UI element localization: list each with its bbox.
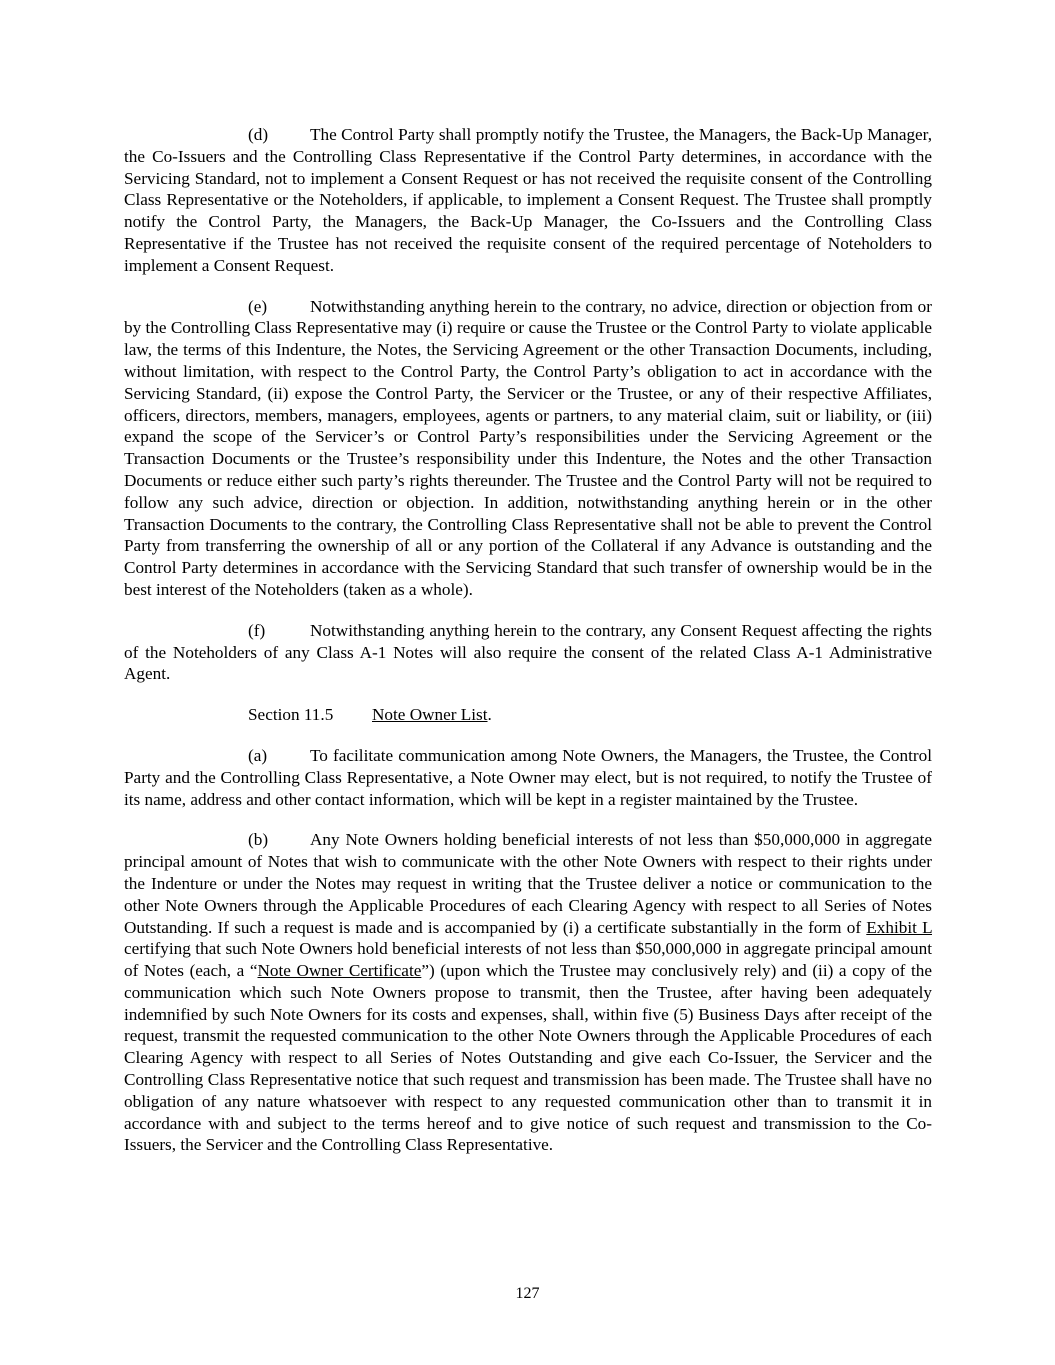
paragraph-label: (a)	[248, 745, 268, 765]
paragraph-label: (b)	[248, 830, 269, 850]
section-number: Section 11.5	[248, 705, 334, 725]
section-title: Note Owner List	[372, 705, 488, 725]
paragraph-label: (e)	[248, 296, 268, 316]
paragraph-text: Notwithstanding anything herein to the contrary, any Consent Request affecting the rights of the Noteholders of any Class A-1 Notes will also require the consent of the related Class A-1 Administrative Agent.	[124, 620, 932, 684]
defined-term: Note Owner Certificate	[257, 961, 422, 981]
paragraph-d	[124, 124, 932, 277]
paragraph-text: The Control Party shall promptly notify the Trustee, the Managers, the Back-Up Manager, the Co-Issuers and the Controlling Class Representative if the Control Party determines, in accordance with the Servicing Standard, not to implement a Consent Request or has not received the requisite consent of the Controlling Class Representative or the Noteholders, if applicable, to implement a Consent Request. The Trustee shall promptly notify the Control Party, the Managers, the Back-Up Manager, the Co-Issuers and the Controlling Class Representative if the Trustee has not received the requisite consent of the required percentage of Noteholders to implement a Consent Request.	[124, 125, 932, 275]
page-number: 127	[515, 1285, 540, 1302]
paragraph-label: (d)	[248, 125, 269, 144]
paragraph-text-part3: ”) (upon which the Trustee may conclusively rely) and (ii) a copy of the communication which such Note Owners propose to transmit, then the Trustee, after having been adequately indemnified by such Note Owners for its costs and expenses, shall, within five (5) Business Days after receipt of the request, transmit the requested communication to the other Note Owners through the Applicable Procedures of each Clearing Agency with respect to all Series of Notes Outstanding and give each Co-Issuer, the Servicer and the Controlling Class Representative notice that such request and transmission has been made. The Trustee shall have no obligation of any nature whatsoever with respect to any requested communication other than to transmit it in accordance with and subject to the terms hereof and to give notice of such request and transmission to the Co-Issuers, the Servicer and the Controlling Class Representative.	[124, 961, 932, 1155]
paragraph-text-part2: certifying that such Note Owners hold beneficial interests of not less than $50,000,000 in aggregate principal amount of Notes (each, a “	[124, 939, 932, 981]
paragraph-text: To facilitate communication among Note Owners, the Managers, the Trustee, the Control Party and the Controlling Class Representative, a Note Owner may elect, but is not required, to notify the Trustee of its name, address and other contact information, which will be kept in a register maintained by the Trustee.	[124, 745, 932, 809]
document-page	[124, 124, 932, 1175]
paragraph-f	[124, 620, 932, 685]
paragraph-e	[124, 296, 932, 601]
paragraph-text: Notwithstanding anything herein to the contrary, no advice, direction or objection from or by the Controlling Class Representative may (i) require or cause the Trustee or the Control Party to violate applicable law, the terms of this Indenture, the Notes, the Servicing Agreement or the other Transaction Documents, including, without limitation, with respect to the Control Party, the Control Party’s obligation to act in accordance with the Servicing Standard, (ii) expose the Control Party, the Servicer or the Trustee, or any of their respective Affiliates, officers, directors, members, managers, employees, agents or partners, to any material claim, suit or liability, or (iii) expand the scope of the Servicer’s or Control Party’s responsibilities under the Servicing Agreement or the Transaction Documents or the Trustee’s responsibility under this Indenture, the Notes and the other Transaction Documents or reduce either such party’s rights thereunder. The Trustee and the Control Party will not be required to follow any such advice, direction or objection. In addition, notwithstanding anything herein or in the other Transaction Documents to the contrary, the Controlling Class Representative shall not be able to prevent the Control Party from transferring the ownership of all or any portion of the Collateral if any Advance is outstanding and the Control Party determines in accordance with the Servicing Standard that such transfer of ownership would be in the best interest of the Noteholders (taken as a whole).	[124, 296, 932, 599]
paragraph-text-part1: Any Note Owners holding beneficial interests of not less than $50,000,000 in aggregate principal amount of Notes that wish to communicate with the other Note Owners with respect to their rights under the Indenture or under the Notes may request in writing that the Trustee deliver a notice or communication to the other Note Owners through the Applicable Procedures of each Clearing Agency with respect to all Series of Notes Outstanding. If such a request is made and is accompanied by (i) a certificate substantially in the form of	[124, 830, 932, 937]
exhibit-reference: Exhibit L	[866, 917, 932, 937]
section-title-period: .	[487, 705, 492, 725]
paragraph-label: (f)	[248, 620, 266, 640]
paragraph-a	[124, 745, 932, 810]
section-heading	[124, 704, 932, 726]
paragraph-b	[124, 829, 932, 1156]
